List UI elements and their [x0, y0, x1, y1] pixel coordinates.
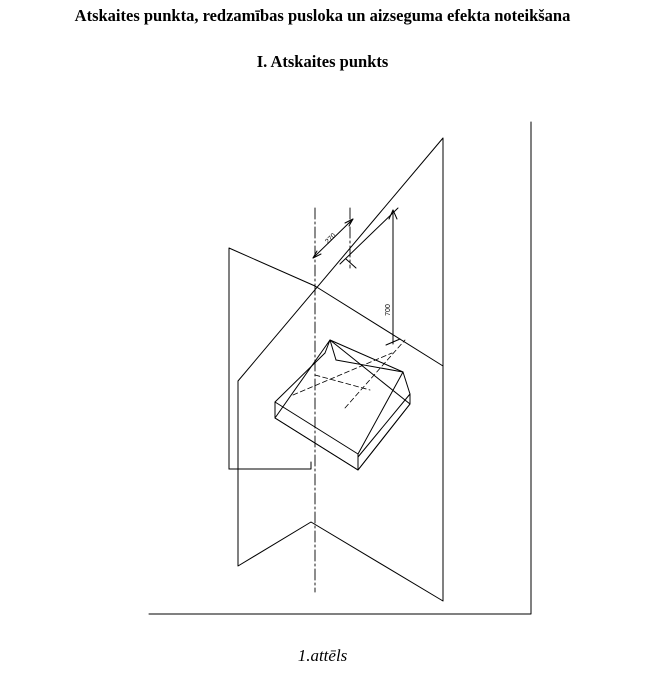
dimension-label-270: 270 [324, 232, 338, 246]
dimension-label-700: 700 [385, 304, 392, 316]
document-title: Atskaites punkta, redzamības pusloka un aizseguma efekta noteikšana [74, 6, 571, 25]
frame-border [149, 122, 531, 614]
lamp-box [275, 340, 410, 470]
section-heading: I. Atskaites punkts [256, 52, 389, 71]
diagonal-plane [238, 138, 443, 601]
figure-caption: 1.attēls [297, 646, 348, 665]
